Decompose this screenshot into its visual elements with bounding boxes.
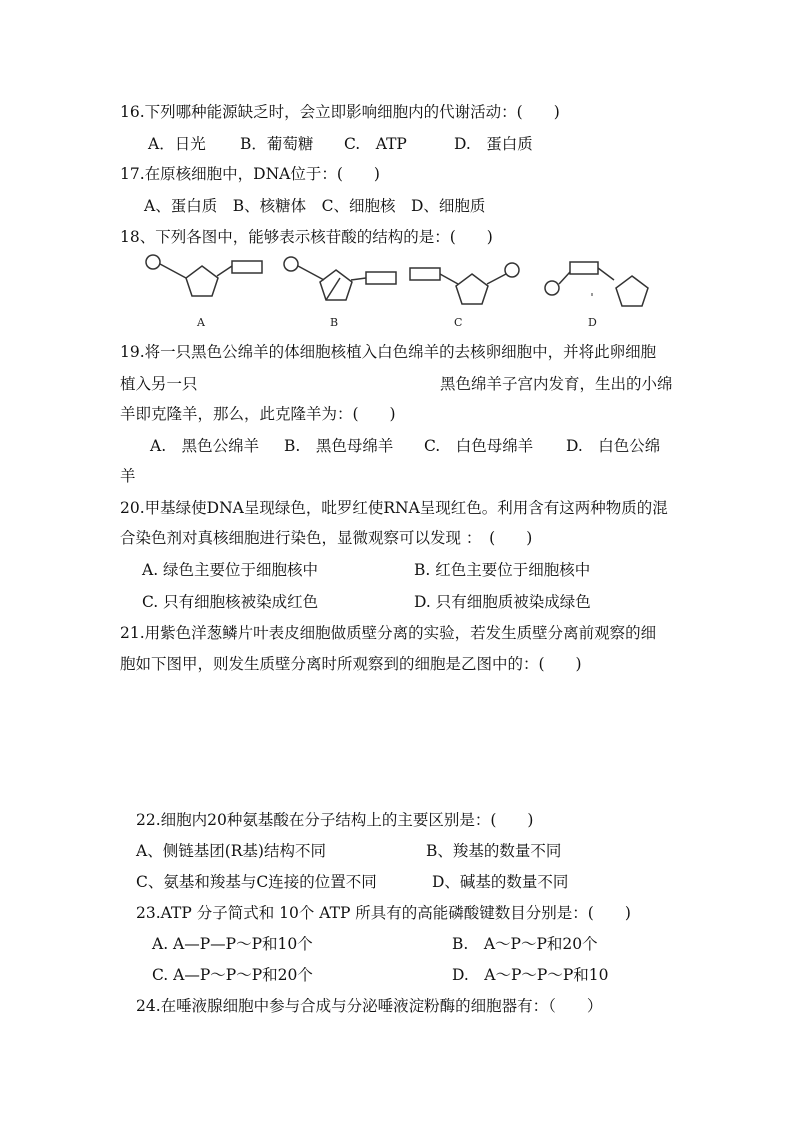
q22-option-c: C、氨基和羧基与C连接的位置不同 (136, 873, 377, 891)
q21-stem-line1: 21.用紫色洋葱鳞片叶表皮细胞做质壁分离的实验，若发生质壁分离前观察的细 (120, 624, 657, 642)
q22-option-a: A、侧链基团(R基)结构不同 (136, 842, 326, 860)
diagram-label-c: C (454, 316, 463, 329)
q23-option-b: B. A～P～P和20个 (452, 935, 598, 953)
diagram-label-a: A (197, 316, 205, 329)
q16-option-b: B．葡萄糖 (240, 135, 314, 153)
q22-option-d: D、碱基的数量不同 (432, 873, 569, 891)
q19-stem-line3: 羊即克隆羊，那么，此克隆羊为：( ) (120, 405, 396, 423)
q19-stem-line1: 19.将一只黑色公绵羊的体细胞核植入白色绵羊的去核卵细胞中，并将此卵细胞 (120, 343, 657, 361)
q19-option-c: C. 白色母绵羊 (424, 437, 534, 455)
q18-stem: 18、下列各图中，能够表示核苷酸的结构的是：( ) (120, 228, 493, 246)
q22-option-b: B、羧基的数量不同 (426, 842, 562, 860)
q16-option-a: A．日光 (148, 135, 206, 153)
diagram-label-d: D (588, 316, 597, 329)
q20-stem-line1: 20.甲基绿使DNA呈现绿色，吡罗红使RNA呈现红色。利用含有这两种物质的混 (120, 499, 668, 517)
diagram-d (545, 262, 648, 306)
diagram-a (146, 255, 262, 296)
q23-option-c: C. A—P～P～P和20个 (152, 966, 313, 984)
q20-option-a: A. 绿色主要位于细胞核中 (142, 561, 319, 579)
q16-stem: 16.下列哪种能源缺乏时，会立即影响细胞内的代谢活动：( ) (120, 103, 560, 121)
q19-stem-line2a: 植入另一只 (120, 375, 198, 393)
q20-option-d: D. 只有细胞质被染成绿色 (414, 593, 591, 611)
q20-option-c: C. 只有细胞核被染成红色 (142, 593, 319, 611)
q23-stem: 23.ATP 分子简式和 10个 ATP 所具有的高能磷酸键数目分别是：( ) (136, 904, 631, 922)
q19-option-d: D. 白色公绵 (566, 437, 661, 455)
q17-options: A、蛋白质 B、核糖体 C、细胞核 D、细胞质 (144, 197, 486, 215)
q20-stem-line2: 合染色剂对真核细胞进行染色，显微观察可以发现 ： ( ) (120, 529, 533, 547)
q19-stem-line2b: 黑色绵羊子宫内发育，生出的小绵 (440, 375, 673, 393)
diagram-b (284, 257, 396, 300)
q23-option-d: D. A～P～P～P和10 (452, 966, 609, 984)
q16-option-d: D. 蛋白质 (454, 135, 533, 153)
q19-option-b: B. 黑色母绵羊 (284, 437, 394, 455)
q20-option-b: B. 红色主要位于细胞核中 (414, 561, 591, 579)
nucleotide-structure-diagrams (140, 248, 660, 338)
q16-option-c: C. ATP (344, 135, 407, 153)
q17-stem: 17.在原核细胞中，DNA位于：( ) (120, 165, 380, 183)
q21-stem-line2: 胞如下图甲，则发生质壁分离时所观察到的细胞是乙图中的：( ) (120, 655, 582, 673)
q19-option-d-wrap: 羊 (120, 467, 136, 485)
diagram-c (410, 263, 519, 304)
q22-stem: 22.细胞内20种氨基酸在分子结构上的主要区别是：( ) (136, 811, 534, 829)
q19-option-a: A. 黑色公绵羊 (150, 437, 260, 455)
q23-option-a: A. A—P—P～P和10个 (152, 935, 313, 953)
q24-stem: 24.在唾液腺细胞中参与合成与分泌唾液淀粉酶的细胞器有：（ ） (136, 997, 603, 1015)
diagram-label-b: B (330, 316, 339, 329)
